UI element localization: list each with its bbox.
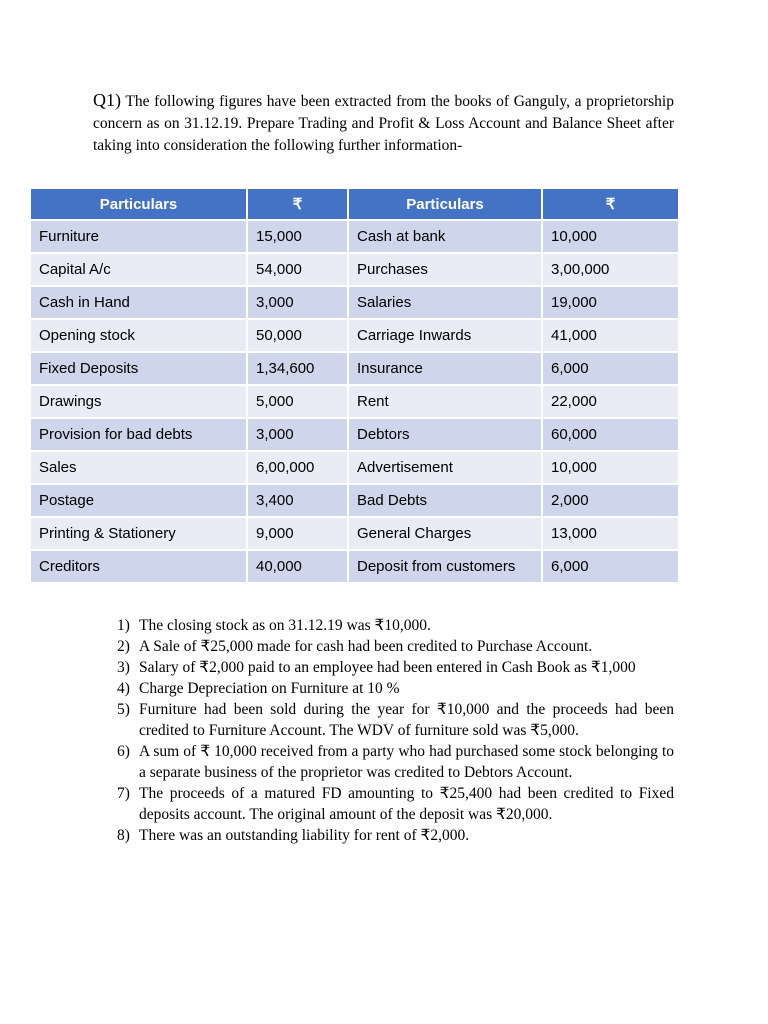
list-item-text: The proceeds of a matured FD amounting to ₹25,400 had been credited to Fixed deposits account. The original amount of the deposit was ₹20,000. [139, 785, 674, 823]
cell-amount-right: 13,000 [542, 517, 679, 550]
cell-item-left: Opening stock [30, 319, 247, 352]
list-item-text: The closing stock as on 31.12.19 was ₹10,000. [139, 617, 431, 634]
cell-amount-right: 10,000 [542, 451, 679, 484]
table-row [30, 253, 679, 286]
cell-item-right: Bad Debts [348, 484, 542, 517]
cell-amount-left: 3,000 [247, 286, 348, 319]
table-row [30, 286, 679, 319]
cell-amount-right: 41,000 [542, 319, 679, 352]
list-item-text: A Sale of ₹25,000 made for cash had been credited to Purchase Account. [139, 638, 593, 655]
table-row [30, 220, 679, 253]
cell-amount-right: 22,000 [542, 385, 679, 418]
list-item [117, 678, 674, 699]
list-item-text: Charge Depreciation on Furniture at 10 % [139, 680, 400, 697]
cell-item-left: Sales [30, 451, 247, 484]
cell-amount-left: 5,000 [247, 385, 348, 418]
cell-item-right: Salaries [348, 286, 542, 319]
cell-amount-right: 60,000 [542, 418, 679, 451]
cell-item-left: Provision for bad debts [30, 418, 247, 451]
table-row [30, 352, 679, 385]
list-item-number: 7) [117, 785, 130, 802]
list-item [117, 825, 674, 846]
cell-item-right: General Charges [348, 517, 542, 550]
cell-item-left: Printing & Stationery [30, 517, 247, 550]
list-item-text: Salary of ₹2,000 paid to an employee had been entered in Cash Book as ₹1,000 [139, 659, 636, 676]
cell-item-left: Furniture [30, 220, 247, 253]
cell-item-right: Advertisement [348, 451, 542, 484]
list-item-number: 4) [117, 680, 130, 697]
additional-information-list [117, 615, 674, 846]
cell-amount-right: 19,000 [542, 286, 679, 319]
header-particulars-left: Particulars [30, 188, 247, 220]
list-item-number: 2) [117, 638, 130, 655]
cell-amount-left: 54,000 [247, 253, 348, 286]
cell-item-left: Cash in Hand [30, 286, 247, 319]
header-rupee-left: ₹ [247, 188, 348, 220]
cell-item-left: Capital A/c [30, 253, 247, 286]
list-item [117, 699, 674, 741]
list-item-number: 6) [117, 743, 130, 760]
list-item-number: 3) [117, 659, 130, 676]
cell-item-right: Purchases [348, 253, 542, 286]
list-item [117, 741, 674, 783]
list-item [117, 615, 674, 636]
cell-item-right: Carriage Inwards [348, 319, 542, 352]
cell-item-right: Rent [348, 385, 542, 418]
cell-amount-right: 6,000 [542, 352, 679, 385]
table-row [30, 385, 679, 418]
cell-amount-left: 9,000 [247, 517, 348, 550]
cell-amount-left: 3,400 [247, 484, 348, 517]
cell-amount-left: 15,000 [247, 220, 348, 253]
list-item-number: 5) [117, 701, 130, 718]
cell-amount-right: 10,000 [542, 220, 679, 253]
question-paragraph [93, 89, 674, 157]
cell-item-right: Deposit from customers [348, 550, 542, 583]
cell-amount-right: 3,00,000 [542, 253, 679, 286]
cell-item-left: Creditors [30, 550, 247, 583]
cell-amount-left: 50,000 [247, 319, 348, 352]
list-item-text: A sum of ₹ 10,000 received from a party who had purchased some stock belonging to a separate business of the proprietor was credited to Debtors Account. [139, 743, 674, 781]
cell-item-right: Cash at bank [348, 220, 542, 253]
cell-amount-right: 2,000 [542, 484, 679, 517]
cell-amount-left: 3,000 [247, 418, 348, 451]
cell-amount-left: 1,34,600 [247, 352, 348, 385]
table-row [30, 484, 679, 517]
header-rupee-right: ₹ [542, 188, 679, 220]
table-row [30, 550, 679, 583]
header-particulars-right: Particulars [348, 188, 542, 220]
table-row [30, 319, 679, 352]
list-item [117, 657, 674, 678]
list-item-number: 1) [117, 617, 130, 634]
table-row [30, 418, 679, 451]
list-item-number: 8) [117, 827, 130, 844]
table-body [30, 220, 679, 583]
list-item-text: There was an outstanding liability for rent of ₹2,000. [139, 827, 470, 844]
trial-balance-table [29, 187, 680, 584]
list-item [117, 783, 674, 825]
question-number: Q1) [93, 90, 121, 110]
list-item-text: Furniture had been sold during the year for ₹10,000 and the proceeds had been credited to Furniture Account. The WDV of furniture sold was ₹5,000. [139, 701, 674, 739]
cell-item-left: Fixed Deposits [30, 352, 247, 385]
cell-item-right: Debtors [348, 418, 542, 451]
cell-amount-left: 40,000 [247, 550, 348, 583]
table-header-row [30, 188, 679, 220]
cell-item-left: Postage [30, 484, 247, 517]
table-row [30, 451, 679, 484]
cell-amount-right: 6,000 [542, 550, 679, 583]
list-item [117, 636, 674, 657]
question-text: The following figures have been extracted from the books of Ganguly, a proprietorship concern as on 31.12.19. Prepare Trading and Profit & Loss Account and Balance Sheet after taking into consideration the following further information- [93, 93, 674, 154]
cell-item-left: Drawings [30, 385, 247, 418]
cell-amount-left: 6,00,000 [247, 451, 348, 484]
table-row [30, 517, 679, 550]
cell-item-right: Insurance [348, 352, 542, 385]
